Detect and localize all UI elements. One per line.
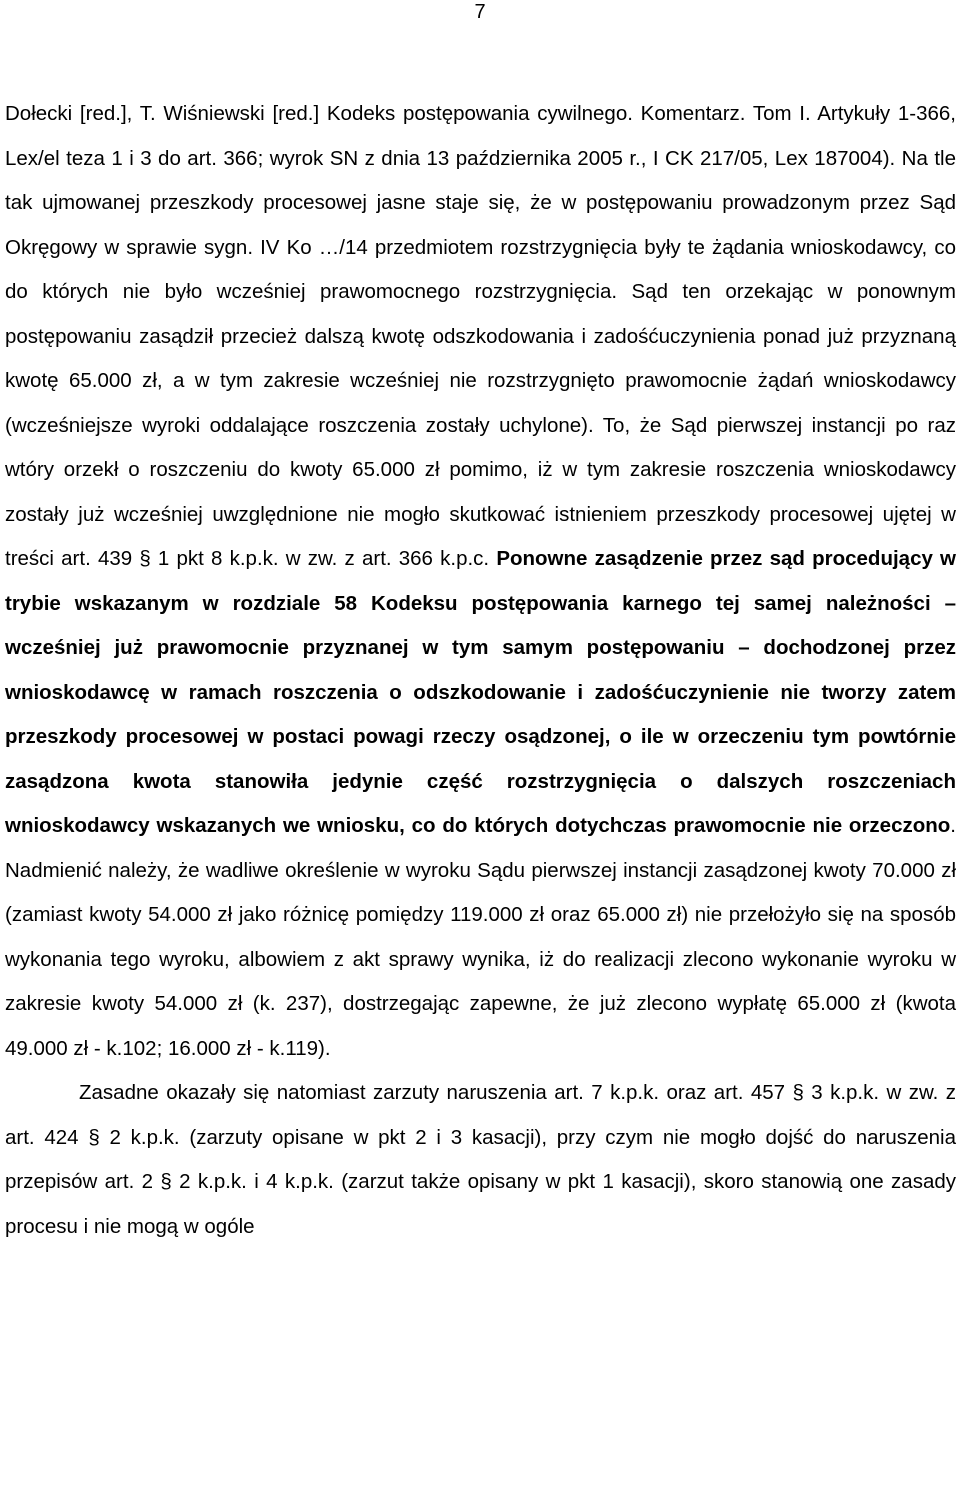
- text-segment: Zasadne okazały się natomiast zarzuty naruszenia art. 7 k.p.k. oraz art. 457 § 3 k.p.k. w zw. z art. 424 § 2 k.p.k. (zarzuty opisane w pkt 2 i 3 kasacji), przy czym nie mogło dojść do naruszenia przepisów art. 2 § 2 k.p.k. i 4 k.p.k. (zarzut także opisany w pkt 1 kasacji), skoro stanowią one zasady procesu i nie mogą w ogóle: [5, 1081, 956, 1238]
- text-segment: Dołecki [red.], T. Wiśniewski [red.] Kodeks postępowania cywilnego. Komentarz. Tom I. Artykuły 1-366, Lex/el teza 1 i 3 do art. 366; wyrok SN z dnia 13 października 2005 r., I CK 217/05, Lex 187004). Na tle tak ujmowanej przeszkody procesowej jasne staje się, że w postępowaniu prowadzonym przez Sąd Okręgowy w sprawie sygn. IV Ko …/14 przedmiotem rozstrzygnięcia były te żądania wnioskodawcy, co do których nie było wcześniej prawomocnego rozstrzygnięcia. Sąd ten orzekając w ponownym postępowaniu zasądził przecież dalszą kwotę odszkodowania i zadośćuczynienia ponad już przyznaną kwotę 65.000 zł, a w tym zakresie wcześniej nie rozstrzygnięto prawomocnie żądań wnioskodawcy (wcześniejsze wyroki oddalające roszczenia zostały uchylone). To, że Sąd pierwszej instancji po raz wtóry orzekł o roszczeniu do kwoty 65.000 zł pomimo, iż w tym zakresie roszczenia wnioskodawcy zostały już wcześniej uwzględnione nie mogło skutkować istnieniem przeszkody procesowej ujętej w treści art. 439 § 1 pkt 8 k.p.k. w zw. z art. 366 k.p.c.: [5, 102, 956, 570]
- paragraph-2: [5, 1071, 956, 1249]
- bold-text-segment: Ponowne zasądzenie przez sąd procedujący w trybie wskazanym w rozdziale 58 Kodeksu postępowania karnego tej samej należności – wcześniej już prawomocnie przyznanej w tym samym postępowaniu – dochodzonej przez wnioskodawcę w ramach roszczenia o odszkodowanie i zadośćuczynienie nie tworzy zatem przeszkody procesowej w postaci powagi rzeczy osądzonej, o ile w orzeczeniu tym powtórnie zasądzona kwota stanowiła jedynie część rozstrzygnięcia o dalszych roszczeniach wnioskodawcy wskazanych we wniosku, co do których dotychczas prawomocnie nie orzeczono: [5, 547, 956, 837]
- page-number: 7: [474, 1, 486, 23]
- document-body: [5, 92, 956, 1249]
- text-segment: . Nadmienić należy, że wadliwe określenie w wyroku Sądu pierwszej instancji zasądzonej kwoty 70.000 zł (zamiast kwoty 54.000 zł jako różnicę pomiędzy 119.000 zł oraz 65.000 zł) nie przełożyło się na sposób wykonania tego wyroku, albowiem z akt sprawy wynika, iż do realizacji zlecono wykonanie wyroku w zakresie kwoty 54.000 zł (k. 237), dostrzegając zapewne, że już zlecono wypłatę 65.000 zł (kwota 49.000 zł - k.102; 16.000 zł - k.119).: [5, 814, 956, 1060]
- paragraph-1: [5, 92, 956, 1071]
